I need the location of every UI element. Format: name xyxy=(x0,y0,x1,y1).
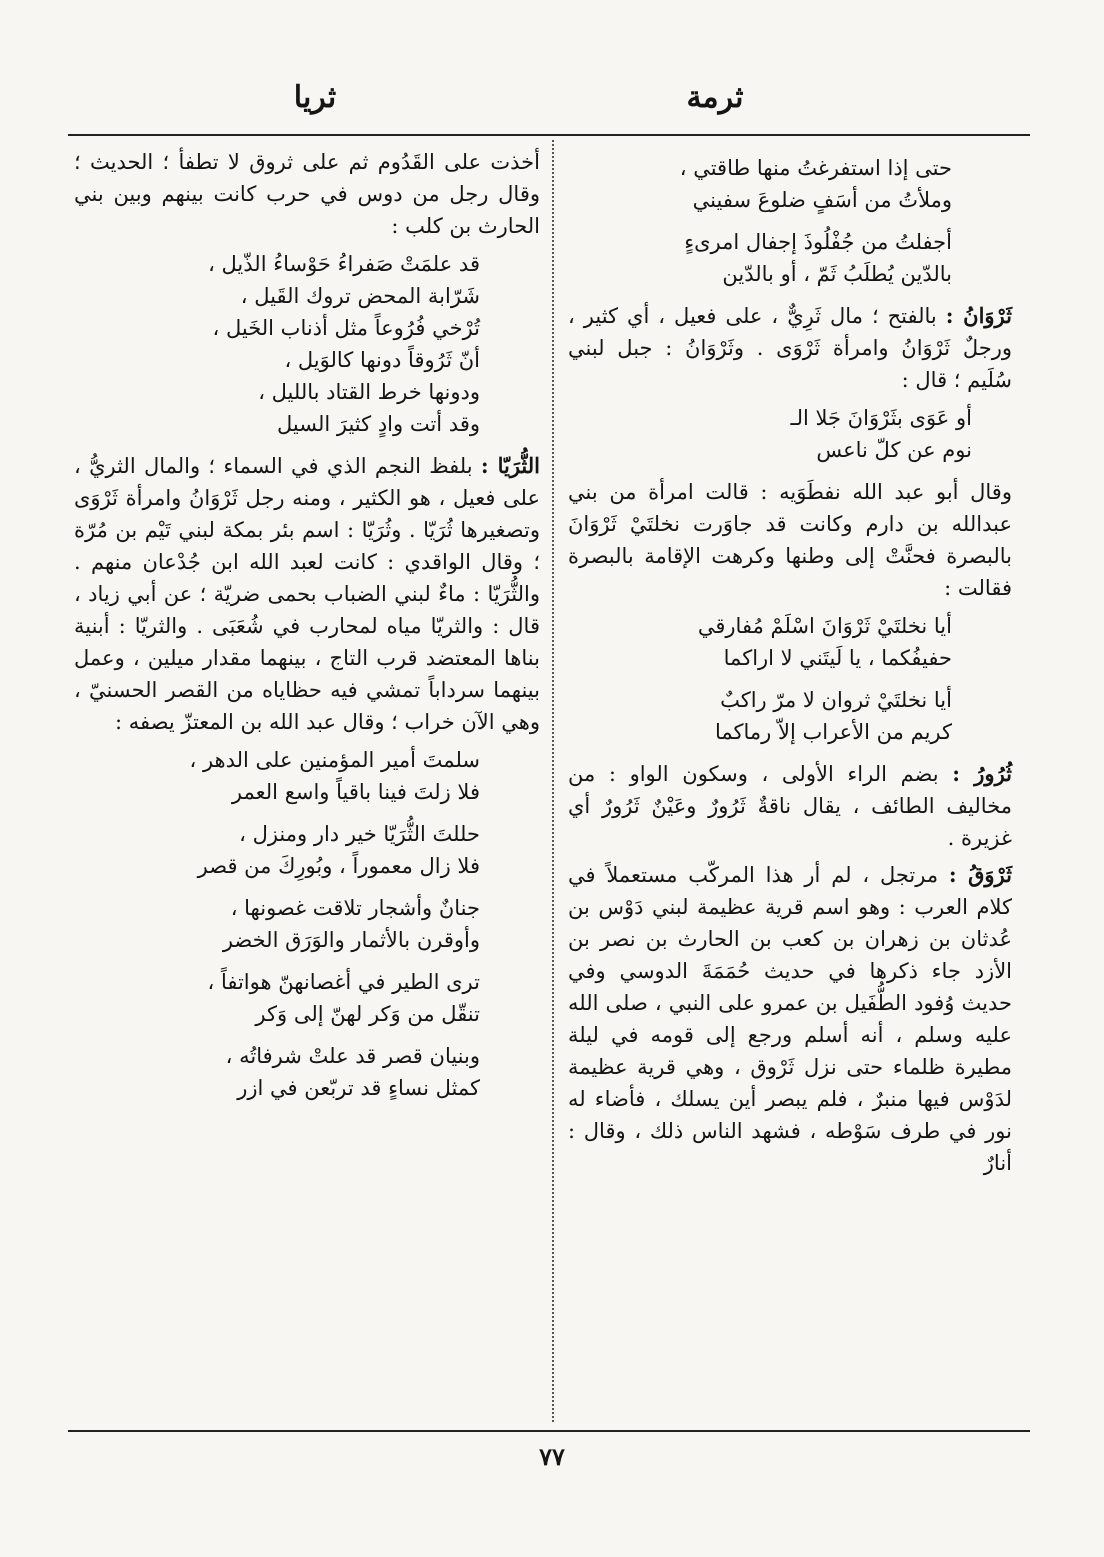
verse-block xyxy=(568,152,1012,216)
paragraph: وقال أبو عبد الله نفطَوَيه : قالت امرأة من بني عبدالله بن دارم وكانت قد جاوَرت نخلتَيْ ثَرْوَانَ بالبصرة فحنَّتْ إلى وطنها وكرهت الإقامة بالبصرة فقالت : xyxy=(568,480,1012,600)
page-number: ٧٧ xyxy=(539,1442,565,1471)
entry-thurur xyxy=(568,758,1012,854)
verse-line: حللتَ الثُّرَيّا خير دار ومنزل ، xyxy=(239,822,480,846)
entry-text: بلفظ النجم الذي في السماء ؛ والمال الثريُّ ، على فعيل ، هو الكثير ، ومنه رجل ثَرْوَانُ وامرأة ثَرْوَى وتصغيرها ثُرَيّا . وثُرَيّا : اسم بئر بمكة لبني تَيْم بن مُرّة ؛ وقال الواقدي : كانت لعبد الله ابن جُدْعان منهم . والثُّرَيّا : ماءٌ لبني الضباب بحمى ضريّة ؛ عن أبي زياد ، قال : والثريّا مياه لمحارب في شُعَبَى . والثريّا : أبنية بناها المعتضد قرب التاج ، بينهما مقدار ميلين ، وعمل بينهما سرداباً تمشي فيه حظاياه من القصر الحسنيّ ، وهي الآن خراب ؛ وقال عبد الله بن المعتزّ يصفه : xyxy=(74,454,540,734)
headword: ثَرْوَقُ : xyxy=(948,862,1012,887)
entry-thurayya xyxy=(74,450,540,738)
running-header-left: ثريا xyxy=(293,80,337,115)
headword: الثُّرَيّا : xyxy=(480,453,540,478)
verse-block xyxy=(74,818,540,882)
headword: ثُرُورُ : xyxy=(952,761,1013,786)
verse-line: ترى الطير في أغصانهنّ هواتفاً ، xyxy=(207,970,480,994)
footer-rule xyxy=(68,1430,1030,1432)
headword: ثَرْوَانُ : xyxy=(945,303,1012,328)
verse-line: فلا زلتَ فينا باقياً واسع العمر xyxy=(231,780,480,804)
verse-line: سلمتَ أمير المؤمنين على الدهر ، xyxy=(189,748,480,772)
entry-text: مرتجل ، لم أر هذا المركّب مستعملاً في كلام العرب : وهو اسم قرية عظيمة لبني دَوْس بن عُدثان بن زهران بن كعب بن الحارث بن نصر بن الأزد جاء ذكرها في حديث حُمَمَةَ الدوسي وفي حديث وُفود الطُّفَيل بن عمرو على النبي ، صلى الله عليه وسلم ، أنه أسلم ورجع إلى قومه في ليلة مطيرة ظلماء حتى نزل ثَرْوق ، وهي قرية عظيمة لدَوْس فيها منبرٌ ، فلم يبصر أين يسلك ، فأضاء له نور في طرف سَوْطه ، فشهد الناس ذلك ، وقال : أنارٌ xyxy=(568,863,1012,1175)
verse-line: ودونها خرط القتاد بالليل ، xyxy=(258,380,480,404)
verse-line: أو عَوَى بثَرْوَانَ جَلا الـ xyxy=(790,406,972,430)
verse-line: أجفلتُ من جُفْلُوذَ إجفال امرىءٍ xyxy=(684,230,952,254)
paragraph: أخذت على القَدُوم ثم على ثروق لا تطفأ ؛ الحديث ؛ وقال رجل من دوس في حرب كانت بينهم وبين بني الحارث بن كلب : xyxy=(74,150,540,238)
verse-line: تُرْخي فُرُوعاً مثل أذناب الخَيل ، xyxy=(212,316,480,340)
verse-block xyxy=(568,402,1012,466)
verse-line: وملأتُ من أسَفٍ ضلوعَ سفيني xyxy=(692,188,952,212)
verse-block xyxy=(74,892,540,956)
right-column xyxy=(568,146,1012,1184)
entry-text: بالفتح ؛ مال ثَرِيٌّ ، على فعيل ، أي كثير ، ورجلٌ ثَرْوَانُ وامرأة ثَرْوَى . وثَرْوَانُ : جبل لبني سُلَيم ؛ قال : xyxy=(568,304,1012,392)
verse-block xyxy=(74,1040,540,1104)
verse-block xyxy=(568,226,1012,290)
column-divider xyxy=(552,140,554,1422)
running-header-right: ثرمة xyxy=(686,80,744,115)
verse-line: كريم من الأعراب إلاّ رماكما xyxy=(714,720,952,744)
verse-line: تنقّل من وَكر لهنّ إلى وَكر xyxy=(255,1002,480,1026)
header-rule xyxy=(68,134,1030,136)
verse-line: بالدّين يُطلَبُ ثَمّ ، أو بالدّين xyxy=(722,262,952,286)
verse-line: قد علمَتْ صَفراءُ حَوْساءُ الذّيل ، xyxy=(208,252,480,276)
entry-thawq xyxy=(568,859,1012,1179)
entry-text: بضم الراء الأولى ، وسكون الواو : من مخاليف الطائف ، يقال ناقةٌ ثَرُورٌ وعَيْنٌ ثَرُورٌ أي غزيرة . xyxy=(568,762,1012,850)
verse-line: كمثل نساءٍ قد تربّعن في ازر xyxy=(237,1076,480,1100)
verse-block xyxy=(568,610,1012,674)
verse-block xyxy=(74,248,540,440)
verse-line: شَرّابة المحض تروك القَيل ، xyxy=(240,284,480,308)
verse-line: أيا نخلتَيْ ثَرْوَانَ اسْلَمْ مُفارقي xyxy=(697,614,952,638)
verse-line: جنانٌ وأشجار تلاقت غصونها ، xyxy=(230,896,480,920)
verse-block xyxy=(74,744,540,808)
verse-line: حتى إذا استفرغتُ منها طاقتي ، xyxy=(679,156,952,180)
left-column xyxy=(74,146,540,1114)
verse-block xyxy=(568,684,1012,748)
verse-line: وبنيان قصر قد علتْ شرفاتُه ، xyxy=(225,1044,480,1068)
entry-tharwan xyxy=(568,300,1012,396)
verse-line: فلا زال معموراً ، وبُورِكَ من قصر xyxy=(197,854,480,878)
verse-line: حفيفُكما ، يا لَيتَني لا اراكما xyxy=(723,646,952,670)
verse-line: أيا نخلتَيْ ثروان لا مرّ راكبٌ xyxy=(720,688,952,712)
verse-block xyxy=(74,966,540,1030)
verse-line: أنّ ثَرُوقاً دونها كالوَيل ، xyxy=(284,348,480,372)
verse-line: نوم عن كلّ ناعس xyxy=(816,438,972,462)
verse-line: وأوقرن بالأثمار والوَرَق الخضر xyxy=(222,928,480,952)
verse-line: وقد أتت وادٍ كثيرَ السيل xyxy=(277,412,480,436)
